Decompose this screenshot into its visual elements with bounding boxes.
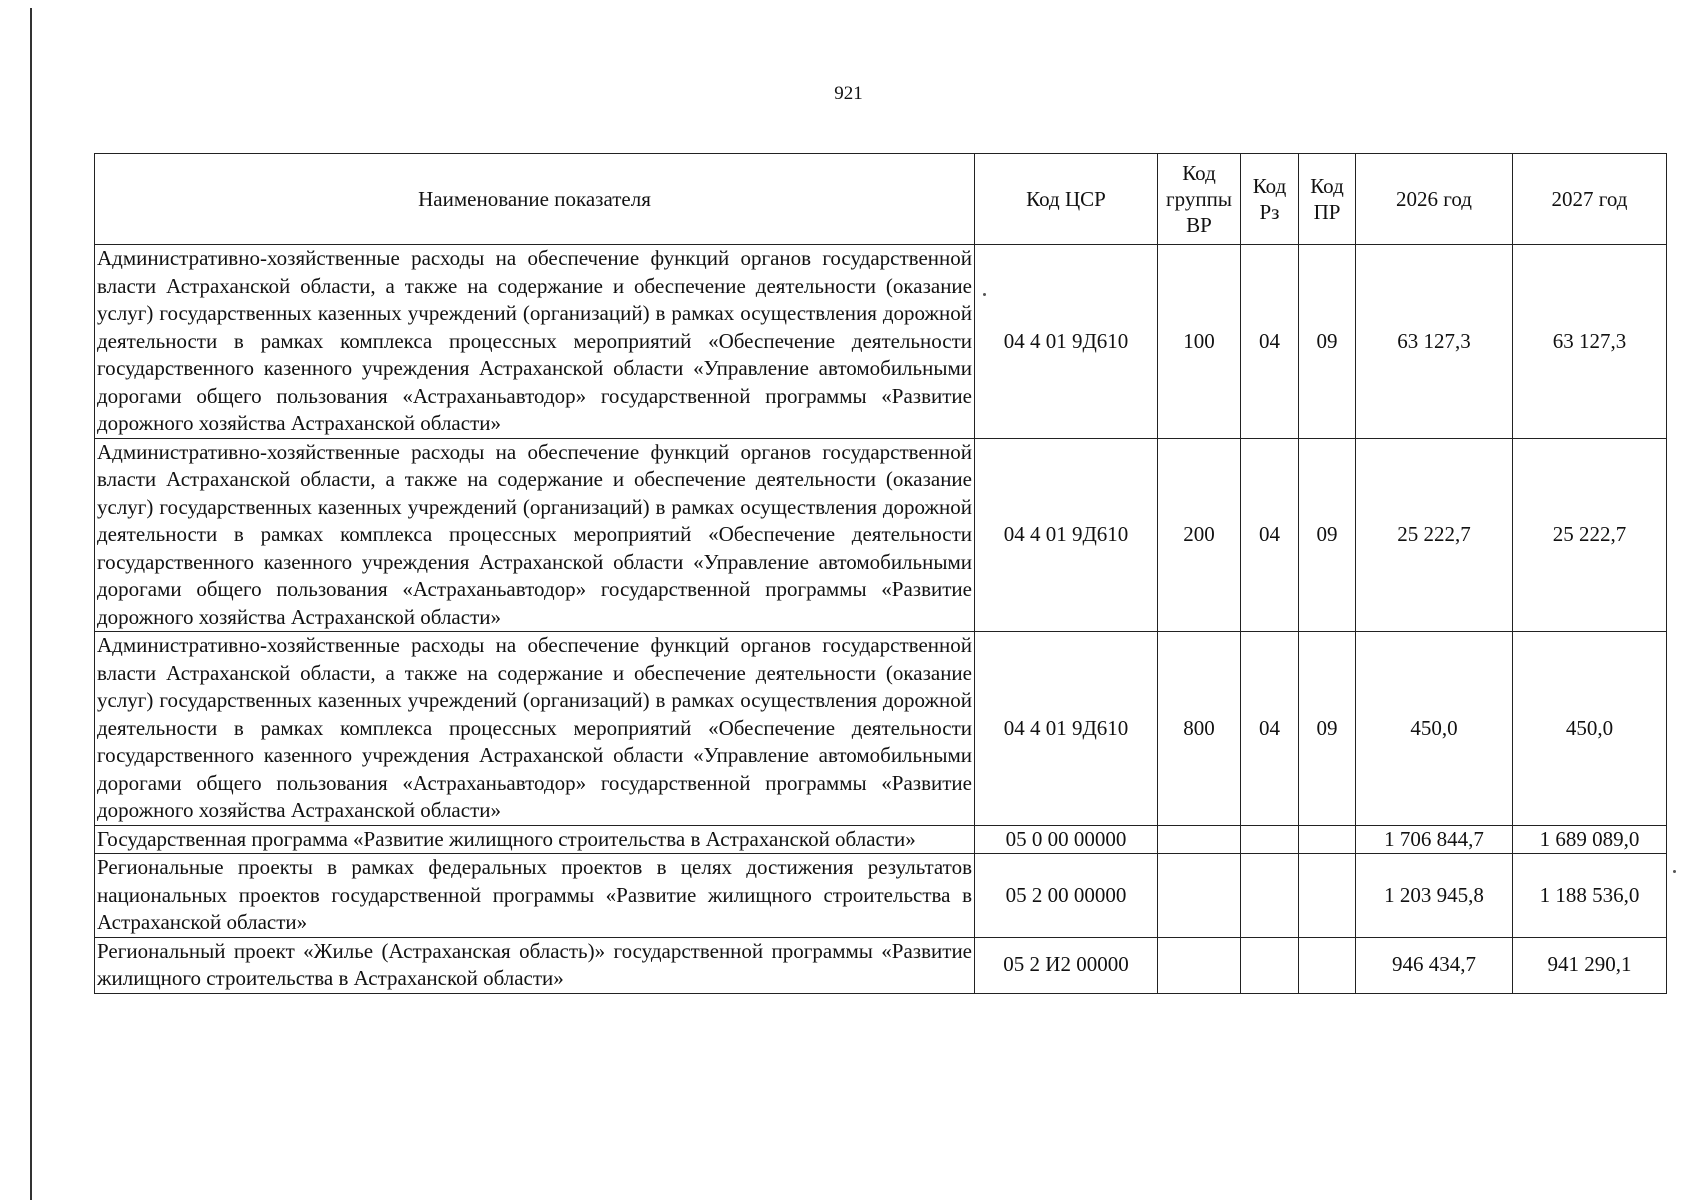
indicator-name-cell: Административно-хозяйственные расходы на обеспечение функций органов государственной власти Астраханской области, а также на содержание и обеспечение деятельности (оказание услуг) государственных казенных учреждений (организаций) в рамках осуществления дорожной деятельности в рамках комплекса процессных мероприятий «Обеспечение деятельности государственного казенного учреждения Астраханской области «Управление автомобильными дорогами общего пользования «Астраханьавтодор» государственной программы «Развитие дорожного хозяйства Астраханской области» xyxy=(95,632,975,826)
amount-2027-cell: 450,0 xyxy=(1513,632,1667,826)
header-year-2026: 2026 год xyxy=(1356,154,1513,245)
table-row xyxy=(95,438,1667,632)
budget-table xyxy=(94,153,1667,994)
amount-2027-cell: 941 290,1 xyxy=(1513,937,1667,993)
table-row xyxy=(95,854,1667,938)
amount-2027-cell: 25 222,7 xyxy=(1513,438,1667,632)
pr-code-cell: 09 xyxy=(1299,632,1356,826)
table-row xyxy=(95,632,1667,826)
amount-2027-cell: 1 188 536,0 xyxy=(1513,854,1667,938)
vr-code-cell: 100 xyxy=(1158,245,1241,439)
vr-code-cell: 800 xyxy=(1158,632,1241,826)
indicator-name-cell: Государственная программа «Развитие жилищного строительства в Астраханской области» xyxy=(95,825,975,854)
rz-code-cell: 04 xyxy=(1241,245,1299,439)
indicator-name-cell: Административно-хозяйственные расходы на обеспечение функций органов государственной власти Астраханской области, а также на содержание и обеспечение деятельности (оказание услуг) государственных казенных учреждений (организаций) в рамках осуществления дорожной деятельности в рамках комплекса процессных мероприятий «Обеспечение деятельности государственного казенного учреждения Астраханской области «Управление автомобильными дорогами общего пользования «Астраханьавтодор» государственной программы «Развитие дорожного хозяйства Астраханской области» xyxy=(95,245,975,439)
amount-2026-cell: 25 222,7 xyxy=(1356,438,1513,632)
amount-2026-cell: 450,0 xyxy=(1356,632,1513,826)
rz-code-cell xyxy=(1241,854,1299,938)
amount-2026-cell: 1 706 844,7 xyxy=(1356,825,1513,854)
rz-code-cell: 04 xyxy=(1241,632,1299,826)
csr-code-cell: 04 4 01 9Д610 xyxy=(975,632,1158,826)
scan-artifact-dot xyxy=(1673,870,1676,873)
table-row xyxy=(95,825,1667,854)
vr-code-cell xyxy=(1158,825,1241,854)
table-header-row xyxy=(95,154,1667,245)
header-vr-group-code: Код группы ВР xyxy=(1158,154,1241,245)
csr-code-cell: 05 2 И2 00000 xyxy=(975,937,1158,993)
csr-code-cell: 05 2 00 00000 xyxy=(975,854,1158,938)
amount-2027-cell: 63 127,3 xyxy=(1513,245,1667,439)
pr-code-cell: 09 xyxy=(1299,245,1356,439)
rz-code-cell: 04 xyxy=(1241,438,1299,632)
vr-code-cell xyxy=(1158,854,1241,938)
table-row xyxy=(95,937,1667,993)
vr-code-cell: 200 xyxy=(1158,438,1241,632)
pr-code-cell xyxy=(1299,825,1356,854)
indicator-name-cell: Административно-хозяйственные расходы на обеспечение функций органов государственной власти Астраханской области, а также на содержание и обеспечение деятельности (оказание услуг) государственных казенных учреждений (организаций) в рамках осуществления дорожной деятельности в рамках комплекса процессных мероприятий «Обеспечение деятельности государственного казенного учреждения Астраханской области «Управление автомобильными дорогами общего пользования «Астраханьавтодор» государственной программы «Развитие дорожного хозяйства Астраханской области» xyxy=(95,438,975,632)
header-pr-code: Код ПР xyxy=(1299,154,1356,245)
header-year-2027: 2027 год xyxy=(1513,154,1667,245)
pr-code-cell xyxy=(1299,937,1356,993)
header-indicator-name: Наименование показателя xyxy=(95,154,975,245)
amount-2026-cell: 946 434,7 xyxy=(1356,937,1513,993)
header-rz-code: Код Рз xyxy=(1241,154,1299,245)
pr-code-cell xyxy=(1299,854,1356,938)
indicator-name-cell: Региональные проекты в рамках федеральных проектов в целях достижения результатов национальных проектов государственной программы «Развитие жилищного строительства в Астраханской области» xyxy=(95,854,975,938)
amount-2026-cell: 1 203 945,8 xyxy=(1356,854,1513,938)
vr-code-cell xyxy=(1158,937,1241,993)
binding-margin-line xyxy=(30,8,32,1200)
csr-code-cell: 05 0 00 00000 xyxy=(975,825,1158,854)
header-csr-code: Код ЦСР xyxy=(975,154,1158,245)
rz-code-cell xyxy=(1241,937,1299,993)
pr-code-cell: 09 xyxy=(1299,438,1356,632)
indicator-name-cell: Региональный проект «Жилье (Астраханская область)» государственной программы «Развитие жилищного строительства в Астраханской области» xyxy=(95,937,975,993)
page-number: 921 xyxy=(834,83,863,104)
amount-2027-cell: 1 689 089,0 xyxy=(1513,825,1667,854)
csr-code-cell: 04 4 01 9Д610 xyxy=(975,245,1158,439)
rz-code-cell xyxy=(1241,825,1299,854)
csr-code-cell: 04 4 01 9Д610 xyxy=(975,438,1158,632)
amount-2026-cell: 63 127,3 xyxy=(1356,245,1513,439)
table-row xyxy=(95,245,1667,439)
